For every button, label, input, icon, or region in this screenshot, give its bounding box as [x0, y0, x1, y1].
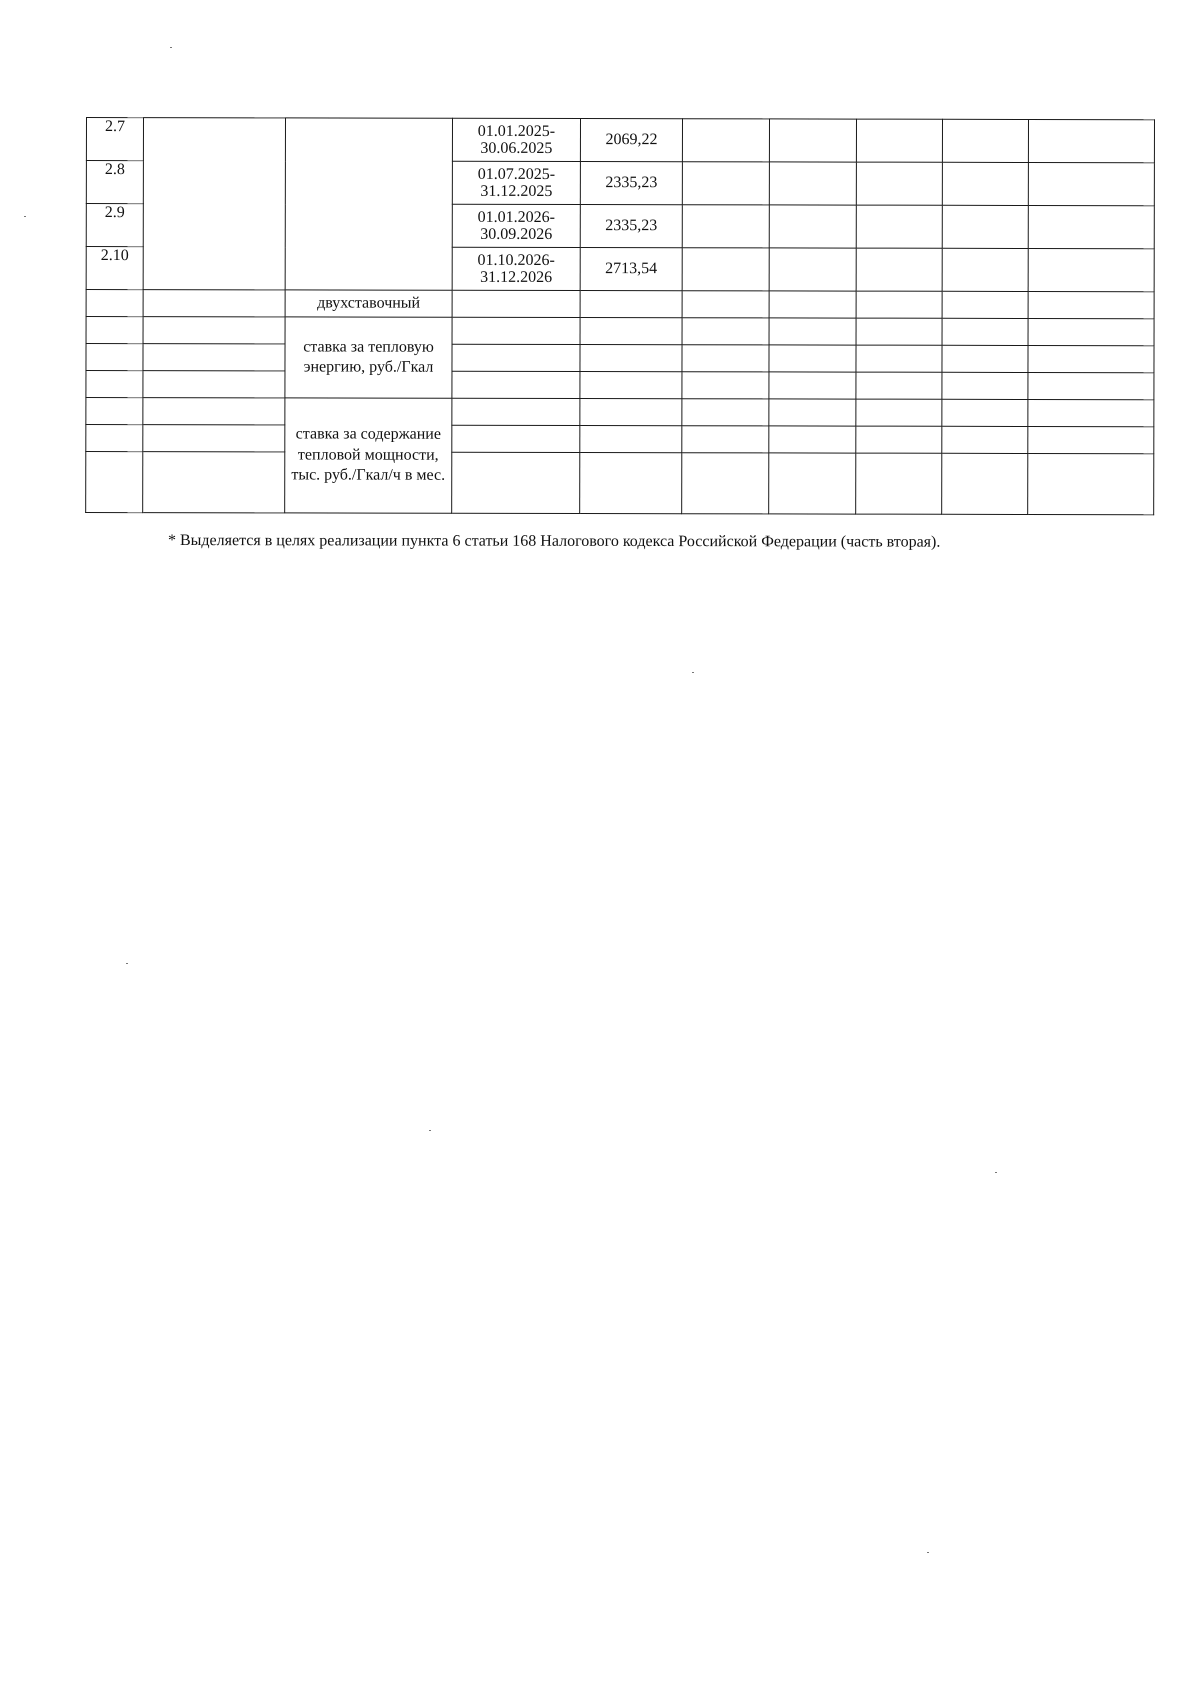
period-start: 01.10.2026-	[477, 251, 555, 269]
empty-cell	[769, 345, 856, 372]
empty-cell	[452, 317, 580, 344]
row-number: 2.10	[86, 247, 143, 290]
period-start: 01.01.2026-	[477, 208, 555, 226]
empty-cell	[682, 318, 769, 345]
empty-cell	[86, 452, 143, 513]
empty-cell	[143, 118, 285, 290]
empty-cell	[1028, 291, 1154, 318]
row-number: 2.8	[86, 161, 143, 204]
empty-cell	[769, 162, 856, 205]
empty-cell	[452, 344, 580, 371]
empty-cell	[86, 290, 143, 317]
scan-speck	[692, 672, 694, 673]
empty-cell	[682, 205, 769, 248]
energy-rate-label: ставка за тепловую энергию, руб./Гкал	[285, 317, 452, 398]
empty-cell	[86, 425, 143, 452]
empty-cell	[769, 399, 856, 426]
empty-cell	[942, 426, 1028, 453]
table-row	[86, 452, 1154, 515]
period-end: 30.06.2025	[480, 139, 553, 157]
tariff-table	[85, 117, 1155, 515]
empty-cell	[86, 344, 143, 371]
empty-cell	[580, 291, 682, 318]
empty-cell	[682, 119, 769, 162]
tariff-value: 2335,23	[580, 205, 682, 248]
empty-cell	[942, 248, 1028, 291]
empty-cell	[580, 426, 682, 453]
empty-cell	[942, 291, 1028, 318]
empty-cell	[942, 453, 1028, 514]
empty-cell	[86, 317, 143, 344]
empty-cell	[942, 205, 1028, 248]
empty-cell	[1028, 318, 1154, 345]
empty-cell	[1028, 426, 1154, 453]
empty-cell	[682, 248, 769, 291]
empty-cell	[143, 371, 285, 398]
empty-cell	[580, 453, 682, 514]
tariff-value: 2335,23	[580, 162, 682, 205]
empty-cell	[856, 291, 942, 318]
empty-cell	[682, 162, 769, 205]
empty-cell	[769, 119, 856, 162]
table-row	[86, 371, 1154, 400]
capacity-rate-label: ставка за содержание тепловой мощности, тыс. руб./Гкал/ч в мес.	[285, 398, 452, 513]
two-rate-label: двухставочный	[285, 290, 452, 317]
empty-cell	[1028, 119, 1154, 162]
empty-cell	[856, 426, 942, 453]
scan-speck	[429, 1130, 431, 1131]
empty-cell	[856, 453, 942, 514]
empty-cell	[769, 205, 856, 248]
empty-cell	[942, 345, 1028, 372]
period-end: 30.09.2026	[480, 225, 553, 243]
empty-cell	[1028, 453, 1154, 514]
empty-cell	[143, 398, 285, 425]
table-row	[86, 398, 1154, 427]
period-end: 31.12.2025	[480, 182, 553, 200]
empty-cell	[86, 371, 143, 398]
empty-cell	[452, 290, 580, 317]
empty-cell	[1028, 162, 1154, 205]
empty-cell	[942, 162, 1028, 205]
table-row	[86, 118, 1154, 163]
footnote: * Выделяется в целях реализации пункта 6 статьи 168 Налогового кодекса Российской Федерации (часть вторая).	[167, 532, 941, 551]
scan-speck	[995, 1172, 997, 1173]
empty-cell	[143, 452, 285, 513]
empty-cell	[769, 453, 856, 514]
empty-cell	[856, 345, 942, 372]
empty-cell	[682, 291, 769, 318]
period-start: 01.01.2025-	[477, 122, 556, 140]
empty-cell	[1028, 248, 1154, 291]
empty-cell	[682, 399, 769, 426]
empty-cell	[285, 118, 452, 290]
table-row	[86, 425, 1154, 454]
empty-cell	[1028, 399, 1154, 426]
empty-cell	[856, 205, 942, 248]
tariff-value: 2713,54	[580, 248, 682, 291]
empty-cell	[769, 372, 856, 399]
period-cell	[452, 247, 580, 290]
empty-cell	[580, 318, 682, 345]
table-row	[86, 290, 1154, 319]
row-number: 2.7	[86, 118, 143, 161]
empty-cell	[580, 399, 682, 426]
empty-cell	[452, 425, 580, 452]
empty-cell	[143, 317, 285, 344]
empty-cell	[580, 372, 682, 399]
scan-speck	[24, 216, 26, 217]
empty-cell	[769, 318, 856, 345]
empty-cell	[856, 248, 942, 291]
empty-cell	[942, 119, 1028, 162]
empty-cell	[682, 453, 769, 514]
scan-speck	[126, 963, 128, 964]
scan-speck	[927, 1552, 929, 1553]
empty-cell	[682, 345, 769, 372]
empty-cell	[1028, 345, 1154, 372]
empty-cell	[942, 399, 1028, 426]
period-cell	[452, 204, 580, 247]
period-cell	[452, 161, 580, 204]
row-number: 2.9	[86, 204, 143, 247]
empty-cell	[143, 290, 285, 317]
empty-cell	[1028, 205, 1154, 248]
empty-cell	[143, 425, 285, 452]
empty-cell	[769, 248, 856, 291]
period-start: 01.07.2025-	[477, 165, 556, 183]
empty-cell	[452, 452, 580, 513]
tariff-value: 2069,22	[580, 119, 682, 162]
empty-cell	[769, 426, 856, 453]
table-row	[86, 317, 1154, 346]
table-row	[86, 344, 1154, 373]
empty-cell	[580, 345, 682, 372]
empty-cell	[452, 371, 580, 398]
empty-cell	[856, 162, 942, 205]
period-end: 31.12.2026	[480, 268, 553, 286]
empty-cell	[143, 344, 285, 371]
empty-cell	[856, 372, 942, 399]
scan-speck	[170, 47, 172, 48]
empty-cell	[452, 398, 580, 425]
empty-cell	[856, 399, 942, 426]
empty-cell	[1028, 372, 1154, 399]
empty-cell	[856, 318, 942, 345]
period-cell	[452, 118, 580, 161]
empty-cell	[682, 426, 769, 453]
empty-cell	[942, 372, 1028, 399]
empty-cell	[942, 318, 1028, 345]
empty-cell	[682, 372, 769, 399]
empty-cell	[769, 291, 856, 318]
empty-cell	[86, 398, 143, 425]
empty-cell	[856, 119, 942, 162]
